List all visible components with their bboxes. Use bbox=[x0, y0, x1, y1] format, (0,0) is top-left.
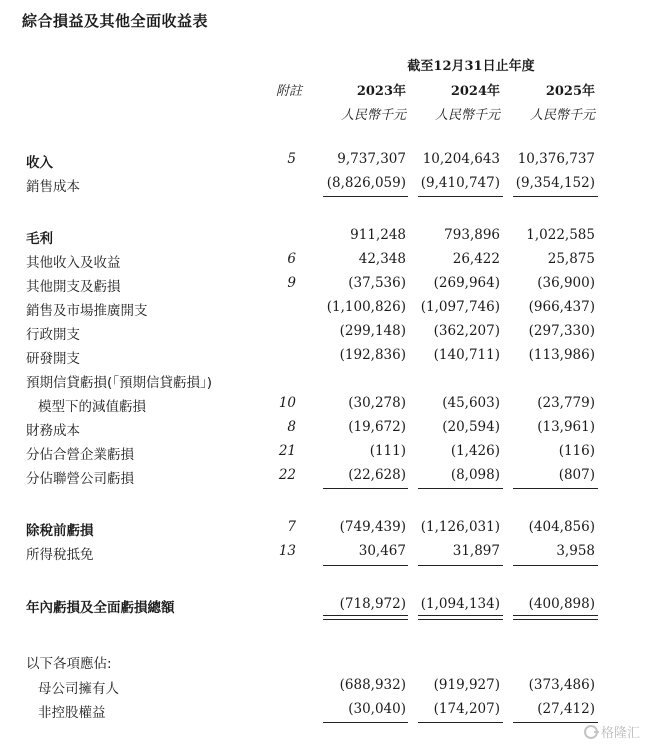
value-2025: (23,779) bbox=[537, 395, 595, 411]
unit-header-2024: 人民幣千元 bbox=[434, 108, 500, 123]
row-other-income bbox=[0, 251, 648, 273]
value-2024: (1,426) bbox=[450, 443, 500, 459]
year-header-2025: 2025年 bbox=[545, 84, 595, 99]
value-2024: (919,927) bbox=[433, 677, 500, 693]
value-2023: 30,467 bbox=[358, 543, 406, 559]
year-header-2023: 2023年 bbox=[356, 84, 406, 99]
value-2025: (36,900) bbox=[537, 275, 595, 291]
row-label: 財務成本 bbox=[26, 423, 80, 439]
value-2024: (20,594) bbox=[442, 419, 500, 435]
row-label: 銷售及市場推廣開支 bbox=[26, 303, 148, 319]
row-label: 分佔合營企業虧損 bbox=[26, 447, 134, 463]
value-2023: (1,100,826) bbox=[326, 299, 406, 315]
subtotal-rule-2023 bbox=[323, 196, 408, 197]
unit-header-2023: 人民幣千元 bbox=[340, 108, 406, 123]
row-loss-before-tax bbox=[0, 519, 648, 541]
row-note: 5 bbox=[287, 151, 296, 167]
value-2024: (1,126,031) bbox=[420, 519, 500, 535]
value-2025: (13,961) bbox=[537, 419, 595, 435]
subtotal-rule-2023 bbox=[323, 488, 408, 489]
subtotal-rule-2024 bbox=[418, 722, 503, 723]
row-attributable-heading bbox=[0, 652, 648, 674]
value-2024: (1,094,134) bbox=[420, 596, 500, 612]
subtotal-rule-2025 bbox=[513, 565, 598, 566]
value-2024: (8,098) bbox=[450, 467, 500, 483]
value-2025: (113,986) bbox=[528, 347, 595, 363]
row-owners-of-parent bbox=[0, 677, 648, 699]
row-label: 分佔聯營公司虧損 bbox=[26, 471, 134, 487]
row-note: 13 bbox=[278, 543, 296, 559]
row-rnd-expenses bbox=[0, 347, 648, 369]
value-2023: (718,972) bbox=[339, 596, 406, 612]
value-2023: (688,932) bbox=[339, 677, 406, 693]
value-2024: 31,897 bbox=[452, 543, 500, 559]
double-rule-2025-bottom bbox=[513, 619, 598, 620]
row-label: 研發開支 bbox=[26, 351, 80, 367]
value-2024: (269,964) bbox=[433, 275, 500, 291]
value-2025: (966,437) bbox=[528, 299, 595, 315]
subtotal-rule-2025 bbox=[513, 196, 598, 197]
row-label: 行政開支 bbox=[26, 327, 80, 343]
value-2023: (192,836) bbox=[339, 347, 406, 363]
value-2025: (9,354,152) bbox=[515, 175, 595, 191]
value-2024: 26,422 bbox=[452, 251, 500, 267]
subtotal-rule-2024 bbox=[418, 488, 503, 489]
row-label: 年內虧損及全面虧損總額 bbox=[26, 600, 175, 616]
value-2024: 793,896 bbox=[444, 227, 500, 243]
value-2023: (30,278) bbox=[348, 395, 406, 411]
value-2025: (297,330) bbox=[528, 323, 595, 339]
row-label: 模型下的減值虧損 bbox=[38, 399, 146, 415]
row-label: 毛利 bbox=[26, 231, 53, 247]
row-non-controlling bbox=[0, 701, 648, 723]
row-label: 其他收入及收益 bbox=[26, 255, 121, 271]
watermark-text: 格隆汇 bbox=[600, 726, 640, 741]
row-label: 所得稅抵免 bbox=[26, 547, 94, 563]
value-2023: (111) bbox=[369, 443, 406, 459]
value-2024: (362,207) bbox=[433, 323, 500, 339]
note-column-header: 附註 bbox=[275, 84, 302, 99]
row-note: 10 bbox=[278, 395, 296, 411]
row-label: 其他開支及虧損 bbox=[26, 279, 121, 295]
value-2025: 3,958 bbox=[556, 543, 595, 559]
watermark bbox=[584, 722, 640, 741]
row-share-associate-losses bbox=[0, 467, 648, 489]
double-rule-2025-top bbox=[513, 615, 598, 616]
value-2023: 42,348 bbox=[358, 251, 406, 267]
value-2023: (22,628) bbox=[348, 467, 406, 483]
row-label: 以下各項應佔: bbox=[26, 656, 112, 672]
subtotal-rule-2023 bbox=[323, 565, 408, 566]
page-title: 綜合損益及其他全面收益表 bbox=[22, 12, 209, 30]
value-2024: (174,207) bbox=[433, 701, 500, 717]
year-header-2024: 2024年 bbox=[450, 84, 500, 99]
value-2025: (27,412) bbox=[537, 701, 595, 717]
row-income-tax-credit bbox=[0, 543, 648, 565]
row-admin-expenses bbox=[0, 323, 648, 345]
row-note: 8 bbox=[287, 419, 296, 435]
value-2025: 10,376,737 bbox=[517, 151, 595, 167]
double-rule-2023-bottom bbox=[323, 619, 408, 620]
value-2024: (9,410,747) bbox=[420, 175, 500, 191]
row-note: 7 bbox=[287, 519, 296, 535]
row-label: 收入 bbox=[26, 155, 53, 171]
value-2025: 1,022,585 bbox=[526, 227, 595, 243]
row-revenue bbox=[0, 151, 648, 173]
subtotal-rule-2025 bbox=[513, 488, 598, 489]
value-2025: (400,898) bbox=[528, 596, 595, 612]
row-label: 銷售成本 bbox=[26, 179, 80, 195]
value-2025: 25,875 bbox=[547, 251, 595, 267]
value-2023: 911,248 bbox=[350, 227, 406, 243]
value-2023: (8,826,059) bbox=[326, 175, 406, 191]
row-other-expenses bbox=[0, 275, 648, 297]
row-label: 母公司擁有人 bbox=[38, 681, 119, 697]
subtotal-rule-2023 bbox=[323, 722, 408, 723]
value-2025: (373,486) bbox=[528, 677, 595, 693]
row-label: 非控股權益 bbox=[38, 705, 106, 721]
value-2023: (37,536) bbox=[348, 275, 406, 291]
value-2023: 9,737,307 bbox=[337, 151, 406, 167]
row-selling-expenses bbox=[0, 299, 648, 321]
value-2025: (116) bbox=[558, 443, 595, 459]
double-rule-2023-top bbox=[323, 615, 408, 616]
row-share-jv-losses bbox=[0, 443, 648, 465]
value-2025: (404,856) bbox=[528, 519, 595, 535]
value-2023: (749,439) bbox=[339, 519, 406, 535]
value-2024: (45,603) bbox=[442, 395, 500, 411]
double-rule-2024-bottom bbox=[418, 619, 503, 620]
row-cost-of-sales bbox=[0, 175, 648, 197]
row-note: 6 bbox=[287, 251, 296, 267]
value-2024: (140,711) bbox=[433, 347, 500, 363]
row-note: 22 bbox=[278, 467, 296, 483]
double-rule-2024-top bbox=[418, 615, 503, 616]
value-2023: (299,148) bbox=[339, 323, 406, 339]
period-header: 截至12月31日止年度 bbox=[407, 59, 535, 74]
row-note: 9 bbox=[287, 275, 296, 291]
gelonghui-logo-icon bbox=[584, 725, 598, 739]
row-gross-profit bbox=[0, 227, 648, 249]
subtotal-rule-2024 bbox=[418, 565, 503, 566]
row-finance-costs bbox=[0, 419, 648, 441]
subtotal-rule-2024 bbox=[418, 196, 503, 197]
value-2024: (1,097,746) bbox=[420, 299, 500, 315]
row-label: 除稅前虧損 bbox=[26, 523, 94, 539]
row-ecl-impairment bbox=[0, 395, 648, 417]
value-2024: 10,204,643 bbox=[422, 151, 500, 167]
unit-header-2025: 人民幣千元 bbox=[529, 108, 595, 123]
value-2025: (807) bbox=[558, 467, 595, 483]
row-label: 預期信貸虧損(「預期信貸虧損」) bbox=[26, 375, 213, 391]
row-note: 21 bbox=[278, 443, 296, 459]
row-ecl-heading bbox=[0, 371, 648, 393]
value-2023: (19,672) bbox=[348, 419, 406, 435]
value-2023: (30,040) bbox=[348, 701, 406, 717]
